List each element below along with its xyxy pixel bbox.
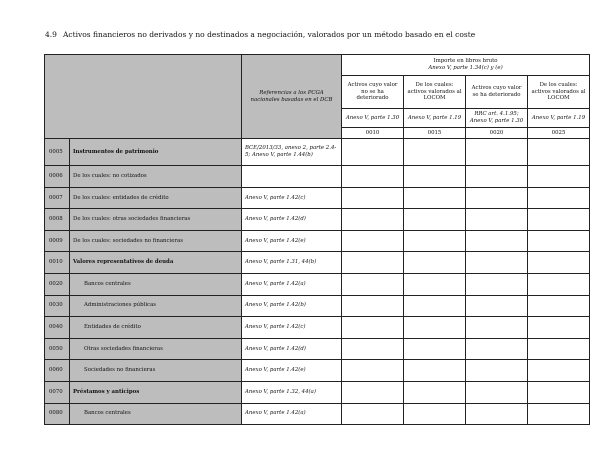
value-cell[interactable] <box>342 360 404 382</box>
col-label-0010: Activos cuyo valor no se ha deteriorado <box>342 76 404 109</box>
row-code: 0010 <box>45 252 70 274</box>
value-cell[interactable] <box>466 230 528 252</box>
value-cell[interactable] <box>528 139 590 166</box>
table-row <box>45 273 590 295</box>
value-cell[interactable] <box>404 209 466 231</box>
table-row <box>45 381 590 403</box>
row-label: Bancos centrales <box>70 403 242 425</box>
value-cell[interactable] <box>404 252 466 274</box>
row-reference: Anexo V, parte 1.42(a) <box>242 403 342 425</box>
col-label-0025: De los cuales: activos valorados al LOCOM <box>528 76 590 109</box>
col-ref-0015: Anexo V, parte 1.19 <box>404 109 466 128</box>
references-header: Referencias a los PCGA nacionales basadas en el DCB <box>242 55 342 139</box>
value-cell[interactable] <box>466 317 528 339</box>
row-reference: Anexo V, parte 1.42(d) <box>242 209 342 231</box>
row-code: 0060 <box>45 360 70 382</box>
row-reference: Anexo V, parte 1.32, 44(a) <box>242 381 342 403</box>
value-cell[interactable] <box>528 403 590 425</box>
value-cell[interactable] <box>528 360 590 382</box>
row-code: 0006 <box>45 166 70 188</box>
table-row <box>45 230 590 252</box>
value-cell[interactable] <box>528 295 590 317</box>
value-cell[interactable] <box>404 230 466 252</box>
value-cell[interactable] <box>466 252 528 274</box>
row-code: 0030 <box>45 295 70 317</box>
table-row <box>45 317 590 339</box>
row-reference <box>242 166 342 188</box>
value-cell[interactable] <box>342 230 404 252</box>
value-cell[interactable] <box>404 295 466 317</box>
value-cell[interactable] <box>404 187 466 209</box>
row-label: De los cuales: sociedades no financieras <box>70 230 242 252</box>
table-row <box>45 360 590 382</box>
value-cell[interactable] <box>528 381 590 403</box>
row-label: Bancos centrales <box>70 273 242 295</box>
row-reference: Anexo V, parte 1.42(b) <box>242 295 342 317</box>
value-cell[interactable] <box>466 403 528 425</box>
col-code-0015: 0015 <box>404 128 466 139</box>
value-cell[interactable] <box>404 317 466 339</box>
table-row <box>45 187 590 209</box>
row-reference: Anexo V, parte 1.31, 44(b) <box>242 252 342 274</box>
value-cell[interactable] <box>342 403 404 425</box>
value-cell[interactable] <box>528 187 590 209</box>
table-row <box>45 252 590 274</box>
col-ref-0010: Anexo V, parte 1.30 <box>342 109 404 128</box>
row-label: Entidades de crédito <box>70 317 242 339</box>
value-cell[interactable] <box>466 295 528 317</box>
row-code: 0070 <box>45 381 70 403</box>
row-reference: Anexo V, parte 1.42(c) <box>242 317 342 339</box>
value-cell[interactable] <box>342 166 404 188</box>
table-row <box>45 295 590 317</box>
importe-ref: Anexo V, parte 1.34(c) y (e) <box>428 65 503 71</box>
row-label: Administraciones públicas <box>70 295 242 317</box>
value-cell[interactable] <box>404 338 466 360</box>
value-cell[interactable] <box>342 139 404 166</box>
row-code: 0005 <box>45 139 70 166</box>
value-cell[interactable] <box>528 317 590 339</box>
row-code: 0040 <box>45 317 70 339</box>
value-cell[interactable] <box>404 360 466 382</box>
row-code: 0007 <box>45 187 70 209</box>
value-cell[interactable] <box>528 273 590 295</box>
row-label: Valores representativos de deuda <box>70 252 242 274</box>
row-code: 0020 <box>45 273 70 295</box>
row-reference: Anexo V, parte 1.42(d) <box>242 338 342 360</box>
col-ref-0025: Anexo V, parte 1.19 <box>528 109 590 128</box>
value-cell[interactable] <box>342 338 404 360</box>
row-label: De los cuales: entidades de crédito <box>70 187 242 209</box>
col-code-0025: 0025 <box>528 128 590 139</box>
section-number: 4.9 <box>45 30 57 39</box>
table-row <box>45 166 590 188</box>
row-reference: Anexo V, parte 1.42(e) <box>242 230 342 252</box>
importe-title: Importe en libros bruto <box>433 58 498 65</box>
col-label-0015: De los cuales: activos valorados al LOCOM <box>404 76 466 109</box>
value-cell[interactable] <box>404 403 466 425</box>
row-label: Sociedades no financieras <box>70 360 242 382</box>
row-label: Otras sociedades financieras <box>70 338 242 360</box>
value-cell[interactable] <box>404 166 466 188</box>
value-cell[interactable] <box>528 338 590 360</box>
table-row <box>45 403 590 425</box>
table-row <box>45 139 590 166</box>
row-label: Préstamos y anticipos <box>70 381 242 403</box>
value-cell[interactable] <box>404 381 466 403</box>
row-code: 0080 <box>45 403 70 425</box>
value-cell[interactable] <box>466 209 528 231</box>
value-cell[interactable] <box>342 317 404 339</box>
value-cell[interactable] <box>404 139 466 166</box>
col-code-0020: 0020 <box>466 128 528 139</box>
row-code: 0009 <box>45 230 70 252</box>
value-cell[interactable] <box>342 295 404 317</box>
financial-assets-table <box>44 54 590 425</box>
row-label: De los cuales: no cotizados <box>70 166 242 188</box>
value-cell[interactable] <box>342 273 404 295</box>
value-cell[interactable] <box>466 273 528 295</box>
row-reference: Anexo V, parte 1.42(a) <box>242 273 342 295</box>
row-code: 0008 <box>45 209 70 231</box>
col-ref-0020: RRC art. 4.1.95; Anexo V, parte 1.30 <box>466 109 528 128</box>
value-cell[interactable] <box>528 252 590 274</box>
value-cell[interactable] <box>466 338 528 360</box>
row-reference: Anexo V, parte 1.42(e) <box>242 360 342 382</box>
header-blank-cell <box>45 55 242 139</box>
value-cell[interactable] <box>466 360 528 382</box>
value-cell[interactable] <box>466 381 528 403</box>
value-cell[interactable] <box>342 252 404 274</box>
table-row <box>45 209 590 231</box>
row-reference: BCE/2013/33, anexo 2, parte 2.4-5; Anexo V, parte 1.44(b) <box>242 139 342 166</box>
col-label-0020: Activos cuyo valor se ha deteriorado <box>466 76 528 109</box>
row-reference: Anexo V, parte 1.42(c) <box>242 187 342 209</box>
section-title-text: Activos financieros no derivados y no destinados a negociación, valorados por un método basado en el coste <box>63 30 476 39</box>
importe-header <box>342 55 590 76</box>
value-cell[interactable] <box>466 187 528 209</box>
section-title <box>45 30 475 39</box>
value-cell[interactable] <box>528 230 590 252</box>
value-cell[interactable] <box>342 381 404 403</box>
value-cell[interactable] <box>466 166 528 188</box>
value-cell[interactable] <box>528 209 590 231</box>
row-label: De los cuales: otras sociedades financieras <box>70 209 242 231</box>
value-cell[interactable] <box>342 209 404 231</box>
value-cell[interactable] <box>404 273 466 295</box>
value-cell[interactable] <box>342 187 404 209</box>
value-cell[interactable] <box>528 166 590 188</box>
value-cell[interactable] <box>466 139 528 166</box>
row-code: 0050 <box>45 338 70 360</box>
row-label: Instrumentos de patrimonio <box>70 139 242 166</box>
col-code-0010: 0010 <box>342 128 404 139</box>
table-row <box>45 338 590 360</box>
